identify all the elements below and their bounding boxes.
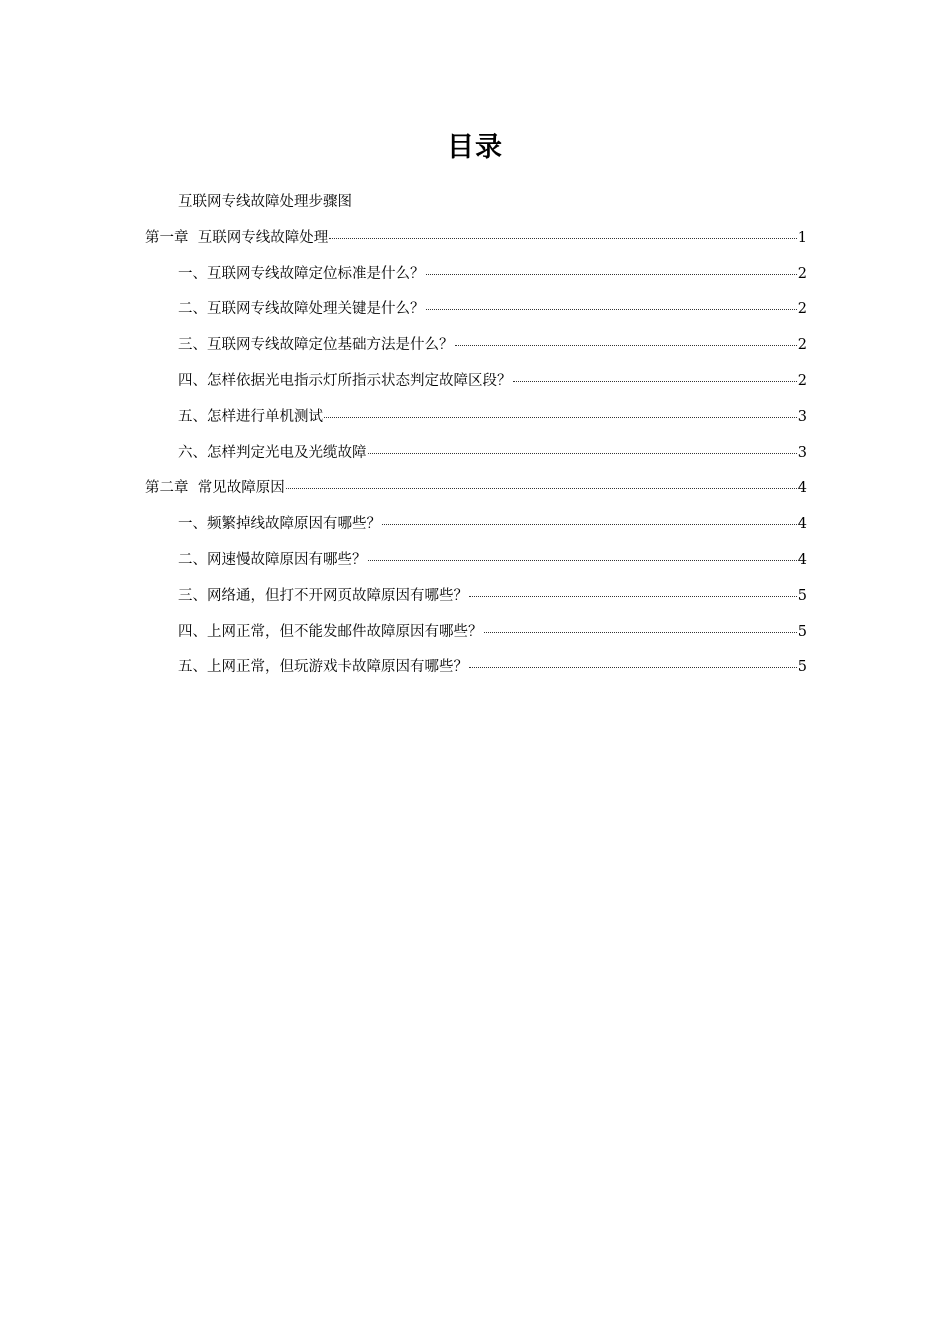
toc-page-number: 2 <box>797 337 807 354</box>
toc-entry-text: 三、网络通，但打不开网页故障原因有哪些？ <box>178 587 468 604</box>
toc-entry[interactable] <box>145 369 807 405</box>
toc-entry[interactable] <box>145 333 807 369</box>
toc-entry-text: 六、怎样判定光电及光缆故障 <box>178 444 367 461</box>
toc-entry[interactable] <box>145 512 807 548</box>
toc-entry[interactable] <box>145 190 807 226</box>
toc-entry[interactable] <box>145 584 807 620</box>
dot-leader <box>426 309 797 310</box>
dot-leader <box>513 381 797 382</box>
dot-leader <box>368 453 797 454</box>
toc-entry-text: 第二章 常见故障原因 <box>145 480 285 497</box>
toc-entry-text: 四、怎样依据光电指示灯所指示状态判定故障区段？ <box>178 372 512 389</box>
table-of-contents <box>145 190 807 691</box>
toc-page-number: 5 <box>797 623 807 640</box>
toc-entry[interactable] <box>145 476 807 512</box>
toc-page-number: 3 <box>797 444 807 461</box>
toc-entry[interactable] <box>145 441 807 477</box>
toc-entry-text: 五、上网正常，但玩游戏卡故障原因有哪些？ <box>178 659 468 676</box>
toc-entry[interactable] <box>145 405 807 441</box>
toc-title: 目录 <box>447 132 503 163</box>
dot-leader <box>469 596 797 597</box>
toc-page-number: 4 <box>797 516 807 533</box>
toc-entry-text: 二、互联网专线故障处理关键是什么？ <box>178 301 425 318</box>
dot-leader <box>382 524 797 525</box>
toc-entry-text: 三、互联网专线故障定位基础方法是什么？ <box>178 337 454 354</box>
toc-page-number: 4 <box>797 551 807 568</box>
toc-page-number: 4 <box>797 480 807 497</box>
dot-leader <box>329 238 797 239</box>
toc-entry-text: 二、网速慢故障原因有哪些？ <box>178 551 367 568</box>
toc-entry[interactable] <box>145 655 807 691</box>
toc-page-number: 2 <box>797 265 807 282</box>
toc-page-number: 3 <box>797 408 807 425</box>
toc-entry[interactable] <box>145 297 807 333</box>
toc-page-number: 1 <box>797 229 807 246</box>
dot-leader <box>455 345 797 346</box>
dot-leader <box>368 560 797 561</box>
toc-page-number: 2 <box>797 301 807 318</box>
dot-leader <box>324 417 797 418</box>
toc-entry-text: 互联网专线故障处理步骤图 <box>178 194 352 210</box>
toc-entry-text: 一、频繁掉线故障原因有哪些？ <box>178 516 381 533</box>
toc-entry[interactable] <box>145 226 807 262</box>
toc-page-number: 2 <box>797 372 807 389</box>
toc-entry[interactable] <box>145 262 807 298</box>
toc-entry[interactable] <box>145 620 807 656</box>
toc-entry-text: 五、怎样进行单机测试 <box>178 408 323 425</box>
dot-leader <box>286 488 797 489</box>
toc-entry-text: 四、上网正常，但不能发邮件故障原因有哪些？ <box>178 623 483 640</box>
dot-leader <box>469 667 797 668</box>
toc-entry[interactable] <box>145 548 807 584</box>
toc-entry-text: 第一章 互联网专线故障处理 <box>145 229 329 246</box>
toc-page-number: 5 <box>797 587 807 604</box>
dot-leader <box>484 632 797 633</box>
dot-leader <box>426 274 797 275</box>
toc-page-number: 5 <box>797 659 807 676</box>
toc-entry-text: 一、互联网专线故障定位标准是什么？ <box>178 265 425 282</box>
